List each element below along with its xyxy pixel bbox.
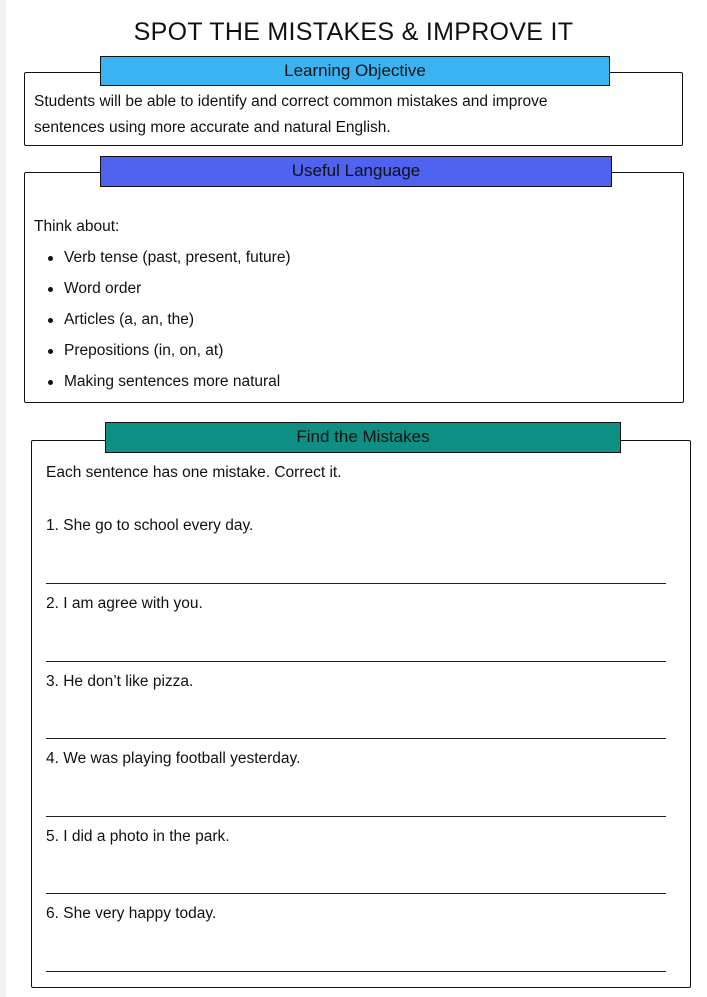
mistakes-heading: Find the Mistakes [296, 427, 430, 446]
question-1: 1. She go to school every day. [46, 517, 254, 534]
mistakes-banner [105, 422, 621, 453]
question-3: 3. He don’t like pizza. [46, 673, 194, 690]
language-item: Making sentences more natural [48, 372, 291, 403]
objective-banner [100, 56, 610, 86]
language-item: Verb tense (past, present, future) [48, 248, 291, 279]
question-2: 2. I am agree with you. [46, 595, 203, 612]
answer-line-5[interactable] [46, 893, 666, 894]
mistakes-instruction: Each sentence has one mistake. Correct it. [46, 464, 342, 481]
language-list [48, 248, 291, 403]
answer-line-2[interactable] [46, 661, 666, 662]
language-item: Word order [48, 279, 291, 310]
question-5: 5. I did a photo in the park. [46, 828, 230, 845]
language-heading: Useful Language [291, 161, 421, 180]
language-item: Articles (a, an, the) [48, 310, 291, 341]
objective-text [34, 89, 547, 141]
objective-line-2: sentences using more accurate and natural English. [34, 119, 391, 136]
answer-line-4[interactable] [46, 816, 666, 817]
page-edge [0, 0, 6, 997]
language-banner [100, 156, 612, 187]
answer-line-6[interactable] [46, 971, 666, 972]
objective-heading: Learning Objective [284, 61, 426, 80]
objective-line-1: Students will be able to identify and correct common mistakes and improve [34, 93, 548, 110]
answer-line-3[interactable] [46, 738, 666, 739]
question-6: 6. She very happy today. [46, 905, 217, 922]
worksheet-title: SPOT THE MISTAKES & IMPROVE IT [133, 18, 574, 46]
language-item: Prepositions (in, on, at) [48, 341, 291, 372]
language-intro: Think about: [34, 218, 120, 235]
answer-line-1[interactable] [46, 583, 666, 584]
question-4: 4. We was playing football yesterday. [46, 750, 301, 767]
